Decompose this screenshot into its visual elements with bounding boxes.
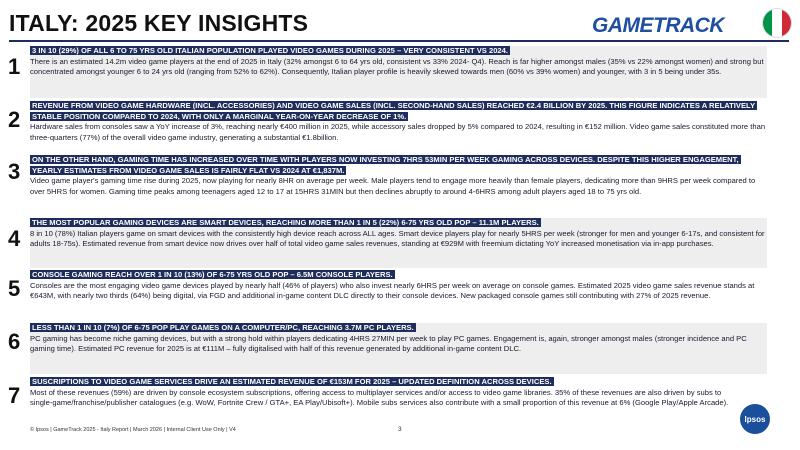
insight-body: Video game player's gaming time rise during 2025, now playing for nearly 8HR on average per week. Male players tend to engage more heavily than female players, dedicating more than 9HRS per week compared to over 5HRS for women. Gaming time peaks among teenagers aged 12 to 17 at 15HRS 31MIN but then declines abruptly to around 4-6HRS among adult players aged 18 to 75 yrs old. (30, 176, 756, 196)
insight-number: 3 (8, 159, 21, 184)
insight-3 (8, 155, 767, 215)
insight-4 (8, 218, 767, 268)
flag-stripe-white (772, 9, 781, 37)
insight-headline: SUSCRIPTIONS TO VIDEO GAME SERVICES DRIVE AN ESTIMATED REVENUE OF €153M FOR 2025 – UPDATED DEFINITION ACROSS DEVICES. (32, 377, 552, 386)
insight-7 (8, 377, 730, 423)
insight-body: 8 in 10 (78%) Italian players game on smart devices with the consistently high device reach across ALL ages. Smart device players play for nearly 5HRS per week (stronger for men and younger 6-17s, and consistent for adults 18-75s). Estimated revenue from smart device now drives over half of total video game sales revenues, standing at €929M with freemium dictating YoY increased monetisation via in-app purchases. (30, 228, 765, 249)
insight-number: 1 (8, 54, 21, 79)
insight-number: 5 (8, 276, 21, 301)
insight-6 (8, 323, 767, 374)
ipsos-logo: Ipsos (740, 404, 770, 434)
insight-headline: CONSOLE GAMING REACH OVER 1 IN 10 (13%) OF 6-75 YRS OLD POP – 6.5M CONSOLE PLAYERS. (32, 270, 393, 279)
title-divider (9, 40, 789, 42)
page-number: 3 (398, 426, 402, 433)
insight-number: 4 (8, 226, 21, 251)
insight-headline: THE MOST POPULAR GAMING DEVICES ARE SMART DEVICES, REACHING MORE THAN 1 IN 5 (22%) 6-75 YRS OLD POP – 11.1M PLAYERS. (32, 218, 539, 227)
insight-headline: ON THE OTHER HAND, GAMING TIME HAS INCREASED OVER TIME WITH PLAYERS NOW INVESTING 7HRS 53MIN PER WEEK GAMING ACROSS DEVICES. DESPITE THIS HIGHER ENGAGEMENT, YEARLY ESTIMATES FROM VIDEO GAME SALES IS FAIRLY FLAT VS 2024 AT €1,837M. (32, 155, 739, 175)
insight-headline: REVENUE FROM VIDEO GAME HARDWARE (INCL. ACCESSORIES) AND VIDEO GAME SALES (INCL. SECOND-HAND SALES) REACHED €2.4 BILLION BY 2025. THIS FIGURE INDICATES A RELATIVELY STABLE POSITION COMPARED TO 2024, WITH ONLY A MARGINAL YEAR-ON-YEAR DECREASE OF 1%. (32, 101, 756, 121)
insight-body: PC gaming has become niche gaming devices, but with a strong hold within players dedicating 4HRS 27MIN per week to play PC games. Engagement is, again, stronger amongst males (stronger incidence and PC gaming time). Estimated PC revenue for 2025 is at €111M – fully digitalised with half of this revenue generated by additional in-game content DLC. (30, 333, 747, 354)
italy-flag-icon (762, 8, 792, 38)
flag-stripe-green (763, 9, 772, 37)
insight-number: 6 (8, 329, 21, 354)
insight-body: Consoles are the most engaging video game devices played by nearly half (46% of players) who also invest nearly 6HRS per week on average on console games. Estimated 2025 video game sales revenue stands at €643M, with nearly two thirds (64%) being digital, via FGD and additional in-game content DLC directly to their console devices. New packaged console games still contributing with 27% of 2025 revenue. (30, 280, 755, 301)
footer-text: © Ipsos | GameTrack 2025 - Italy Report | March 2026 | Internal Client Use Only | V4 (30, 427, 236, 433)
insight-body: Most of these revenues (59%) are driven by console ecosystem subscriptions, offering access to multiplayer services and/or access to video game libraries. 35% of these revenues are also driven by subs to single-game/franchise/publisher catalogues (e.g. WoW, Fortnite Crew / GTA+, EA Play/Ubisoft+). Mobile subs services also contribute with a small proportion of this revenue at 6% (Google Play/Apple Arcade). (30, 387, 729, 408)
insight-headline: 3 IN 10 (29%) OF ALL 6 TO 75 YRS OLD ITALIAN POPULATION PLAYED VIDEO GAMES DURING 2025 – VERY CONSISTENT VS 2024. (32, 46, 508, 55)
insight-5 (8, 270, 767, 320)
insight-body: Hardware sales from consoles saw a YoY increase of 3%, reaching nearly €400 million in 2025, while accessory sales dropped by 5% compared to 2024, resulting in €152 million. Video game sales constituted more than three-quarters (77%) of the overall video game industry, generating a substantial €1.8billion. (30, 122, 766, 142)
insight-number: 2 (8, 107, 21, 132)
insight-1 (8, 46, 767, 98)
flag-stripe-red (782, 9, 791, 37)
insight-headline: LESS THAN 1 IN 10 (7%) OF 6-75 POP PLAY GAMES ON A COMPUTER/PC, REACHING 3.7M PC PLAYERS. (32, 323, 414, 332)
page-title: ITALY: 2025 KEY INSIGHTS (9, 10, 309, 36)
insight-body: There is an estimated 14.2m video game players at the end of 2025 in Italy (32% amongst 6 to 64 yrs old, consistent vs 33% 2024- Q4). Reach is far higher amongst males (35% vs 22% amongst women) and strong but concentrated amongst younger 6 to 24 yrs old (ranging from 52% to 62%). Consequently, Italian player profile is heavily skewed towards men (60% vs 39% women) and younger, with 3 in 5 being under 35s. (30, 56, 764, 77)
gametrack-logo: GAMETRACK (592, 14, 724, 37)
insight-number: 7 (8, 383, 21, 408)
insight-2 (8, 101, 767, 153)
